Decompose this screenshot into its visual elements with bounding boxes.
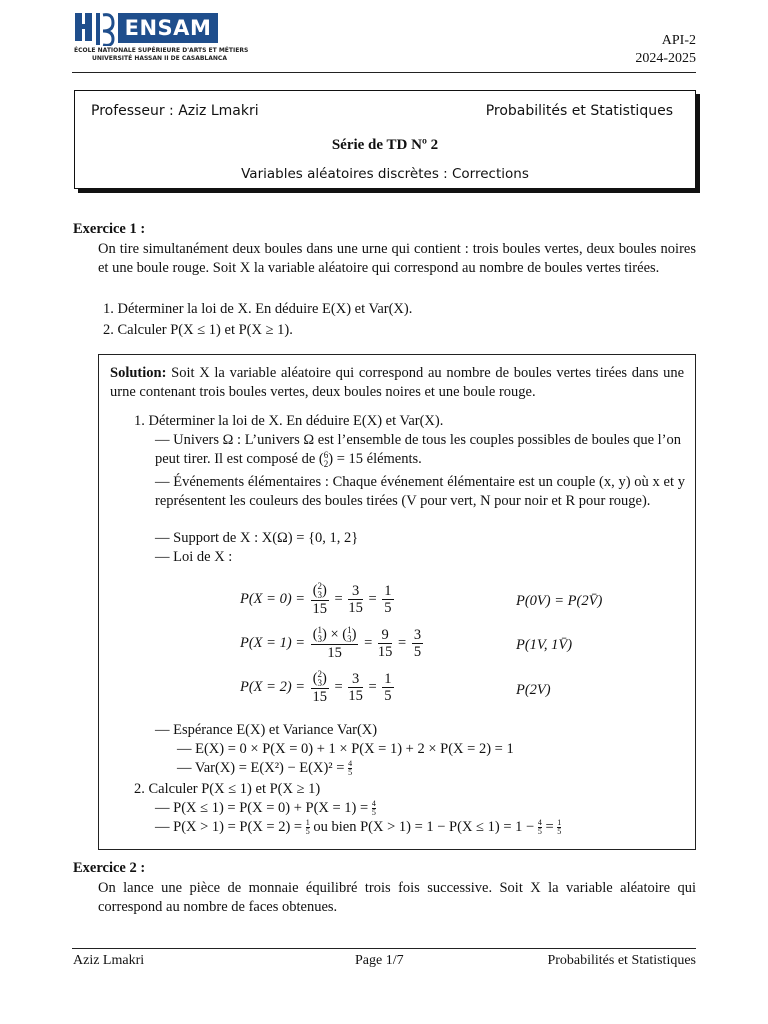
ensam-logo — [74, 12, 249, 64]
exercise-2-statement: On lance une pièce de monnaie équilibré trois fois successive. Soit X la variable aléatoire qui correspond au nombre de faces obtenues. — [98, 880, 696, 915]
footer-author: Aziz Lmakri — [73, 953, 145, 968]
equation-px2: P(X = 2) = ( 2 3 ) 15 = $\frac{3}{15}$ = $\frac{1}{5}$ — [240, 669, 392, 705]
solution-question-1: 1. Déterminer la loi de X. En déduire E(X) et Var(X). — [134, 413, 444, 429]
solution-p-le-1: — P(X ≤ 1) = P(X = 0) + P(X = 1) = $\frac{4}{5}$ — [155, 799, 376, 818]
footer-page-number: Page 1/7 — [355, 953, 404, 968]
solution-univers — [155, 431, 685, 469]
equation-px1-event: P(1V, 1V̄) — [516, 637, 573, 653]
solution-label: Solution: — [110, 365, 167, 381]
course-name: Probabilités et Statistiques — [485, 103, 673, 119]
footer-course: Probabilités et Statistiques — [547, 953, 696, 968]
solution-loi-heading: — Loi de X : — [155, 549, 233, 565]
professor-name: Professeur : Aziz Lmakri — [91, 103, 259, 119]
equation-px0: P(X = 0) = ( 2 3 ) 15 = $\frac{3}{15}$ = $\frac{1}{5}$ — [240, 581, 392, 617]
solution-evenements: — Événements élémentaires : Chaque événement élémentaire est un couple (x, y) où x et y représentent les couleurs des boules tirées (V pour vert, N pour noir et R pour rouge). — [155, 474, 685, 509]
solution-question-2: 2. Calculer P(X ≤ 1) et P(X ≥ 1) — [134, 781, 321, 797]
equation-px1: P(X = 1) = ( 1 3 ) × ( 1 3 ) 15 = $\frac{9}{15}$ = $\frac{3}{5}$ — [240, 625, 422, 661]
logo-school-name: ÉCOLE NATIONALE SUPÉRIEURE D'ARTS ET MÉTIERS — [74, 47, 249, 54]
class-info — [635, 32, 696, 68]
exercise-1-statement: On tire simultanément deux boules dans une urne qui contient : trois boules vertes, deux boules noires et une boule rouge. Soit X la variable aléatoire qui correspond au nombre de boules vertes tirées. — [98, 241, 696, 276]
solution-intro-text: Soit X la variable aléatoire qui correspond au nombre de boules vertes tirées dans une urne contenant trois boules vertes, deux boules noires et une boule rouge. — [110, 365, 685, 400]
univers-count: = 15 éléments. — [336, 451, 422, 467]
solution-support: — Support de X : X(Ω) = {0, 1, 2} — [155, 530, 359, 546]
header-divider — [72, 72, 696, 73]
univers-text: — Univers Ω : L’univers Ω est l’ensemble de tous les couples possibles de boules que l’on peut tirer. Il est composé de — [155, 432, 682, 467]
solution-intro — [110, 364, 684, 402]
solution-variance: — Var(X) = E(X²) − E(X)² = $\frac{4}{5}$ — [177, 759, 353, 778]
solution-p-gt-1: — P(X > 1) = P(X = 2) = $\frac{1}{5}$ ou bien P(X > 1) = 1 − P(X ≤ 1) = 1 − $\frac{4}{5}$ = $\frac{1}{5}$ — [155, 818, 562, 837]
exercise-2-title: Exercice 2 : — [73, 860, 146, 876]
equation-px2-event: P(2V) — [516, 682, 551, 698]
binomial-6-2: ( 6 2 ) — [318, 449, 334, 469]
series-title: Série de TD Nº 2 — [331, 137, 439, 153]
logo-wordmark: ENSAM — [118, 13, 218, 43]
logo-university-name: UNIVERSITÉ HASSAN II DE CASABLANCA — [92, 55, 227, 62]
series-subtitle: Variables aléatoires discrètes : Corrections — [241, 166, 529, 182]
equation-px0-event: P(0V) = P(2V̄) — [516, 593, 603, 609]
academic-year: 2024-2025 — [635, 51, 696, 66]
exercise-1-title: Exercice 1 : — [73, 221, 146, 237]
title-frame — [74, 90, 696, 189]
footer-divider — [72, 948, 696, 949]
exercise-1-question-2: 2. Calculer P(X ≤ 1) et P(X ≥ 1). — [103, 322, 293, 338]
university-emblem-icon — [74, 12, 116, 46]
solution-esperance: — E(X) = 0 × P(X = 0) + 1 × P(X = 1) + 2 × P(X = 2) = 1 — [177, 741, 514, 757]
class-code: API-2 — [661, 33, 696, 48]
exercise-1-question-1: 1. Déterminer la loi de X. En déduire E(X) et Var(X). — [103, 301, 413, 317]
solution-esperance-heading: — Espérance E(X) et Variance Var(X) — [155, 722, 378, 738]
